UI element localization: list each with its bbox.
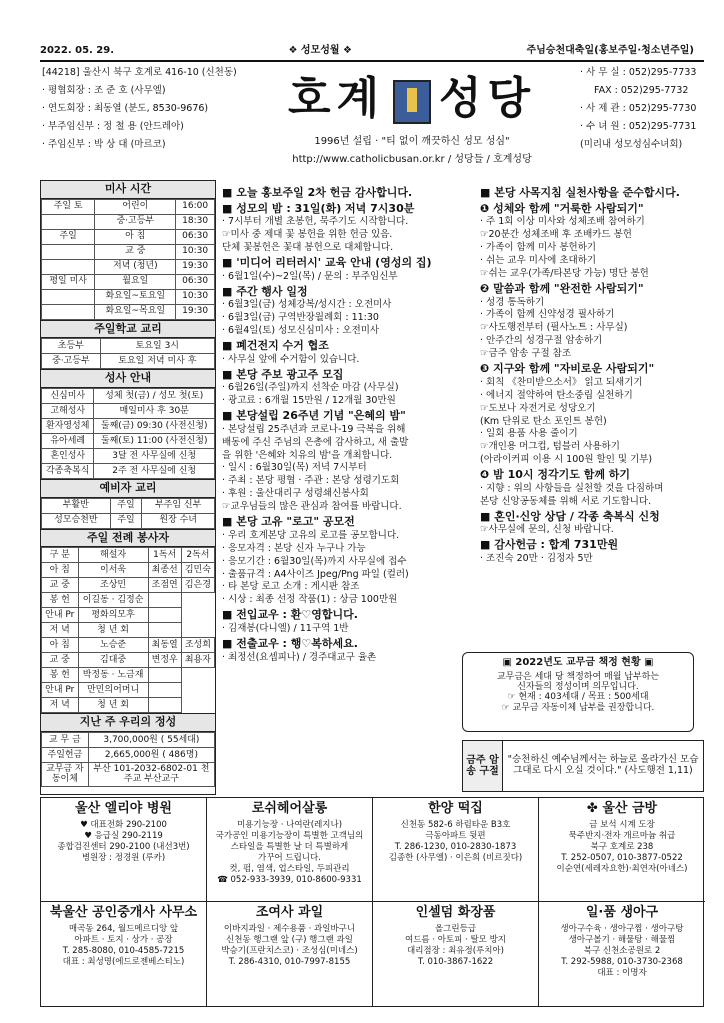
mid-line: 을 위한 '은혜와 치유의 밤'을 개최합니다.	[222, 449, 393, 461]
date: 2022. 05. 29.	[40, 45, 115, 56]
sacrament-cell: 매일미사 후 30분	[94, 403, 215, 418]
mid-line: · 6월1일(수)~2일(목) / 문의 : 부주임신부	[222, 270, 398, 282]
sacrament-cell: 유아세례	[42, 433, 94, 448]
office-phone: · 사 무 실 : 052)295-7733	[580, 67, 697, 78]
mid-heading: ■ 전출교우 : 행♡복하세요.	[222, 636, 358, 650]
sacrament-row	[42, 463, 215, 478]
sacrament-row	[42, 388, 215, 403]
church-title	[262, 74, 562, 125]
mass-cell	[42, 289, 95, 304]
sacrament-cell: 환자영성체	[42, 418, 94, 433]
mid-line: · 본당설립 25주년과 코로나-19 극복을 위해	[222, 423, 406, 435]
sacrament-row	[42, 403, 215, 418]
pastor: · 주임신부 : 박 상 대 (마르코)	[42, 138, 166, 150]
ad-name: 울산 엘리야 병원	[75, 801, 172, 816]
mass-cell: 주일	[42, 229, 95, 244]
mass-cell: 19:30	[176, 304, 215, 319]
mid-line: ☞교우님들의 많은 관심과 참여를 바랍니다.	[222, 501, 402, 513]
mid-line: · 7시부터 개별 초봉헌, 묵주기도 시작합니다.	[222, 216, 409, 228]
school-cell: 초등부	[42, 339, 101, 354]
mid-heading: ■ 본당 고유 "로고" 공모전	[222, 515, 355, 529]
rt-line: · 조진숙 20만 · 김정자 5만	[480, 552, 593, 564]
stats-table	[41, 732, 215, 787]
month-theme: ❖ 성모성월 ❖	[288, 45, 353, 56]
mass-cell: 중·고등부	[95, 214, 176, 229]
server-row	[42, 698, 215, 713]
server-cell: 박정동 · 노금재	[78, 668, 148, 683]
server-cell: 최동열	[148, 638, 181, 653]
fax: FAX : 052)295-7732	[594, 84, 689, 96]
stats-cell: 주일헌금	[42, 747, 89, 762]
mid-heading: ■ 성모의 밤 : 31일(화) 저녁 7시30분	[222, 201, 415, 215]
rt-heading: ■ 혼인·신앙 상담 / 각종 축복식 신청	[480, 509, 660, 523]
catechumen-cell: 주일	[110, 498, 142, 513]
server-row	[42, 623, 215, 638]
server-cell: 조성희	[181, 638, 214, 653]
catechumen-row	[42, 498, 215, 513]
right-column	[480, 184, 704, 644]
server-cell	[148, 623, 181, 638]
ad-name: ✤ 울산 금방	[586, 801, 658, 816]
ad-text: 신천동 행그랜 앞 (구) 행그랜 과일	[226, 934, 353, 945]
server-row	[42, 593, 215, 608]
server-cell	[148, 698, 181, 713]
left-column	[40, 180, 216, 795]
mid-heading: ■ 오늘 홍보주일 2차 헌금 감사합니다.	[222, 186, 413, 199]
ad-text: 대리점장 : 최유정(루치아)	[406, 946, 504, 957]
mid-line: · 타 본당 로고 소개 : 게시판 참조	[222, 581, 360, 593]
server-cell: 2독서	[181, 548, 214, 563]
mass-cell: 저녁 (청년)	[95, 259, 176, 274]
mass-row	[42, 274, 215, 289]
server-cell: 청 년 회	[78, 698, 148, 713]
ad-block	[207, 798, 373, 902]
mid-line: · 주최 : 본당 평협 · 주관 : 본당 성령기도회	[222, 475, 400, 487]
address-block	[42, 68, 242, 158]
mid-heading: ■ 전입교우 : 환♡영합니다.	[222, 608, 358, 622]
rt-heading: ❷ 말씀과 함께 "완전한 사람되기"	[480, 281, 644, 295]
sacrament-cell: 성체 첫(금) / 성모 첫(토)	[94, 388, 215, 403]
church-icon	[393, 80, 431, 124]
mass-cell: 18:30	[176, 214, 215, 229]
ad-text: ♥ 응급실 290-2119	[84, 830, 163, 841]
middle-column	[222, 184, 472, 794]
server-row	[42, 683, 215, 698]
tithe-box	[462, 652, 694, 732]
rt-line: (아라이커피 이용 시 100원 할인 및 기부)	[480, 454, 653, 466]
server-cell: 최용자	[181, 653, 214, 668]
server-cell: 아 침	[42, 638, 79, 653]
school-table	[41, 338, 215, 369]
ad-text: 매곡동 264, 월드메르디앙 앞	[68, 923, 179, 934]
mid-line: · 응모자격 : 본당 신자 누구나 가능	[222, 542, 366, 554]
title-right: 성당	[439, 73, 537, 124]
stats-cell: 교무금 자동이체	[42, 762, 89, 786]
ad-text: 가꾸어 드립니다.	[258, 853, 321, 864]
sacrament-cell: 둘째(금) 09:30 (사전신청)	[94, 418, 215, 433]
server-cell	[148, 668, 181, 683]
mass-cell: 어린이	[95, 199, 176, 214]
rt-line: (Km 단위로 탄소 포인트 봉헌)	[480, 415, 607, 427]
server-cell: 교 중	[42, 578, 79, 593]
title-left: 호계	[287, 73, 385, 124]
catechumen-cell: 성모승천반	[42, 513, 111, 528]
ad-text: ♥ 대표전화 290-2100	[80, 819, 167, 830]
mass-cell: 16:00	[176, 199, 215, 214]
mass-cell: 06:30	[176, 274, 215, 289]
mid-line: 배동에 주신 주님의 은총에 감사하고, 새 출발	[222, 436, 409, 448]
server-cell: 이길동 · 김정순	[78, 593, 148, 608]
ad-block	[539, 902, 705, 1006]
rt-line: ☞도보나 자전거로 성당오기	[480, 402, 596, 414]
mid-line: ☞미사 중 제대 꽃 봉헌을 위한 헌금 있음.	[222, 229, 393, 241]
server-row	[42, 668, 215, 683]
ad-text: 북구 호계로 238	[590, 842, 654, 853]
server-cell: 봉 헌	[42, 668, 79, 683]
server-cell: 조점연	[148, 578, 181, 593]
mass-cell	[42, 214, 95, 229]
servers-table	[41, 547, 215, 713]
website[interactable]: http://www.catholicbusan.or.kr / 성당들 / 호계성당	[292, 154, 532, 165]
ad-text: 이바지과일 · 제수용품 · 과일바구니	[223, 923, 356, 934]
rt-line: · 에너지 절약하여 탄소중립 실천하기	[480, 389, 633, 401]
ad-block	[41, 798, 207, 902]
stats-row	[42, 762, 215, 786]
school-cell: 중·고등부	[42, 354, 101, 369]
tithe-title: ▣ 2022년도 교무금 책정 현황 ▣	[502, 657, 654, 668]
ad-text: 병원장 : 정경원 (루카)	[81, 853, 166, 864]
mid-line: · 일시 : 6월30일(목) 저녁 7시부터	[222, 462, 367, 474]
mass-row	[42, 304, 215, 319]
ad-text: 아파트 · 토지 · 상가 · 공장	[74, 934, 173, 945]
sacrament-cell: 3달 전 사무실에 신청	[94, 448, 215, 463]
stats-cell: 부산 101-2032-6802-01 천주교 부산교구	[88, 762, 214, 786]
ad-text: 묵주반지·전자 개르마늄 취급	[568, 830, 676, 841]
mass-cell: 월요일	[95, 274, 176, 289]
mass-cell: 10:30	[176, 289, 215, 304]
servers-title: 주일 전례 봉사자	[41, 529, 215, 548]
rt-line: · 안주간의 성경구절 암송하기	[480, 335, 603, 347]
server-row	[42, 638, 215, 653]
rt-heading: ❹ 밤 10시 정각기도 함께 하기	[480, 468, 631, 482]
mass-cell: 교 중	[95, 244, 176, 259]
server-cell: 변정우	[148, 653, 181, 668]
ad-text: 극동아파트 뒷편	[425, 830, 486, 841]
ad-text: 대표 : 이명자	[597, 968, 647, 979]
mass-cell: 아 침	[95, 229, 176, 244]
mid-heading: ■ 본당설립 26주년 기념 "은혜의 밤"	[222, 409, 406, 423]
school-cell: 토요일 저녁 미사 후	[100, 354, 214, 369]
school-title: 주일학교 교리	[41, 320, 215, 339]
school-row	[42, 339, 215, 354]
server-cell	[148, 593, 181, 608]
ad-name: 조여사 과일	[255, 905, 324, 920]
school-cell: 토요일 3시	[100, 339, 214, 354]
mid-line: · 광고료 : 6개월 15만원 / 12개월 30만원	[222, 395, 396, 407]
mid-line: · 6월3일(금) 성체강복/성시간 : 오전미사	[222, 299, 392, 311]
mid-line: · 후원 : 울산대리구 성령쇄신봉사회	[222, 488, 369, 500]
header	[40, 60, 704, 178]
rectory-phone: · 사 제 관 : 052)295-7730	[580, 102, 697, 114]
sacrament-cell: 신심미사	[42, 388, 94, 403]
rt-heading: ■ 감사헌금 : 합계 731만원	[480, 538, 619, 552]
convent-name: (미리내 성모성심수녀회)	[580, 138, 683, 150]
ad-block	[539, 798, 705, 902]
tithe-line-1: 교무금은 세대 당 책정하여 매월 납부하는	[496, 671, 660, 682]
ad-text: 여드름 · 아토피 · 탈모 방지	[404, 934, 507, 945]
tithe-note: ☞ 교무금 자동이체 납부를 권장합니다.	[501, 702, 655, 713]
mid-heading: ■ 폐건전지 수거 협조	[222, 339, 329, 353]
server-cell: 만민의어머니	[78, 683, 148, 698]
ad-text: 미용기능장 · 나여란(레지나)	[236, 819, 343, 830]
sacrament-row	[42, 433, 215, 448]
ad-text: 대표 : 최성명(에드로젠베스티노)	[62, 957, 185, 968]
rt-line: · 지향 : 위의 사항들을 실천할 것을 다짐하며	[480, 482, 664, 494]
server-cell: 김대중	[78, 653, 148, 668]
mass-row	[42, 214, 215, 229]
server-cell: 안내 Pr	[42, 608, 79, 623]
server-row	[42, 578, 215, 593]
rt-line: · 일회 용품 사용 줄이기	[480, 428, 578, 440]
mass-row	[42, 259, 215, 274]
sacrament-cell: 혼인성사	[42, 448, 94, 463]
server-row	[42, 548, 215, 563]
server-cell: 노승준	[78, 638, 148, 653]
ad-text: T. 286-4310, 010-7997-8155	[228, 957, 351, 968]
server-cell: 저 녁	[42, 698, 79, 713]
server-cell: 이서욱	[78, 563, 148, 578]
rt-heading: ❶ 성체와 함께 "거룩한 사람되기"	[480, 201, 644, 215]
mid-line: · 김재봉(다니엘) / 11구역 1반	[222, 622, 349, 634]
ad-name: 로쉬헤어살롱	[251, 801, 328, 816]
mass-cell: 화요일~토요일	[95, 289, 176, 304]
sacrament-cell: 둘째(토) 11:00 (사전신청)	[94, 433, 215, 448]
mass-cell: 06:30	[176, 229, 215, 244]
ad-name: 일·품 생아구	[585, 905, 659, 920]
mass-row	[42, 289, 215, 304]
rt-line: 본당 신앙공동체를 위해 서로 기도합니다.	[480, 495, 652, 507]
mid-line: · 최정선(요셉피나) / 경주대교구 율촌	[222, 651, 377, 663]
mid-heading: ■ 본당 주보 광고주 모집	[222, 367, 344, 381]
server-cell: 아 침	[42, 563, 79, 578]
ad-text: 생아구볼기 · 해물탕 · 해물찜	[568, 934, 676, 945]
mid-line: · 우리 호계본당 고유의 로고를 공모합니다.	[222, 529, 400, 541]
mass-cell	[42, 244, 95, 259]
ad-text: T. 285-8080, 010-4585-7215	[62, 946, 185, 957]
stats-row	[42, 747, 215, 762]
server-cell: 저 녁	[42, 623, 79, 638]
ad-text: T. 010-3867-1622	[417, 957, 494, 968]
ad-name: 북울산 공인중개사 사무소	[49, 905, 198, 920]
ad-block	[373, 798, 539, 902]
server-cell: 봉 헌	[42, 593, 79, 608]
server-cell: 청 년 회	[78, 623, 148, 638]
ad-text: ☎ 052-933-3939, 010-8600-9331	[217, 875, 362, 886]
mass-row	[42, 244, 215, 259]
president: · 평협회장 : 조 준 호 (사무엘)	[42, 84, 166, 96]
server-cell	[148, 608, 181, 623]
sacrament-cell: 각종축복식	[42, 463, 94, 478]
ads-area	[40, 797, 704, 1007]
ad-block	[41, 902, 207, 1006]
ad-text: 북구 신천소공원로 2	[583, 946, 661, 957]
stats-cell: 교 무 금	[42, 732, 89, 747]
server-row	[42, 608, 215, 623]
catechumen-table	[41, 498, 215, 529]
server-row	[42, 563, 215, 578]
mass-table	[41, 199, 215, 320]
ad-text: 종합검진센터 290-2100 (내선3번)	[57, 842, 190, 853]
rt-line: ☞쉬는 교우(가족/타본당 가능) 명단 봉헌	[480, 267, 649, 279]
rt-line: ☞20분간 성체조배 후 조배카드 봉헌	[480, 229, 632, 241]
rt-line: · 가족이 함께 미사 봉헌하기	[480, 242, 597, 254]
server-cell: 김은경	[181, 578, 214, 593]
sacrament-table	[41, 388, 215, 479]
sacrament-cell: 2주 전 사무실에 신청	[94, 463, 215, 478]
rt-line: · 회칙 《찬미받으소서》 읽고 되새기기	[480, 376, 643, 388]
tithe-line-2: 신자들의 정성이며 의무입니다.	[517, 681, 639, 692]
rt-line: ☞사도행전부터 (필사노트 : 사무실)	[480, 322, 628, 334]
rt-heading: ■ 본당 사목지침 실천사항을 준수합시다.	[480, 186, 680, 199]
mid-line: · 사무실 앞에 수거함이 있습니다.	[222, 353, 360, 365]
ad-text: 금 보석 시계 도장	[589, 819, 655, 830]
mass-title: 미사 시간	[41, 181, 215, 199]
ad-block	[373, 902, 539, 1006]
top-line	[40, 45, 694, 57]
ad-text: 박승기(프란치스코) · 조성심(미네스)	[221, 946, 358, 957]
server-cell: 조상민	[78, 578, 148, 593]
rt-line: ☞개인용 머그컵, 텀블러 사용하기	[480, 441, 620, 453]
rt-line: ☞사무실에 문의, 신청 바랍니다.	[480, 524, 614, 536]
mid-line: · 출품규격 : A4사이즈 Jpeg/Png 파일 (컬러)	[222, 568, 409, 580]
mass-cell	[42, 259, 95, 274]
catechumen-row	[42, 513, 215, 528]
mid-line: · 6월3일(금) 구역반장월례회 : 11:30	[222, 312, 379, 324]
server-cell: 김민숙	[181, 563, 214, 578]
sacrament-title: 성사 안내	[41, 369, 215, 388]
mass-cell: 화요일~목요일	[95, 304, 176, 319]
sunday-name: 주님승천대축일(홍보주일·청소년주일)	[526, 45, 694, 56]
rt-heading: ❸ 지구와 함께 "자비로운 사람되기"	[480, 362, 655, 376]
ad-text: 생아구수육 · 생아구찜 · 생아구탕	[560, 923, 684, 934]
verse-label: 금주 암송 구절	[463, 741, 503, 791]
server-cell: 1독서	[148, 548, 181, 563]
server-row	[42, 653, 215, 668]
mass-cell: 주일 토	[42, 199, 95, 214]
server-cell: 교 중	[42, 653, 79, 668]
catechumen-title: 예비자 교리	[41, 479, 215, 498]
mass-row	[42, 199, 215, 214]
mid-heading: ■ '미디어 리터러시' 교육 안내 (영성의 집)	[222, 256, 432, 270]
mid-line: · 6월26일(주일)까지 선착순 마감 (사무실)	[222, 382, 399, 394]
mid-line: 단체 꽃봉헌은 꽃대 봉헌으로 대체합니다.	[222, 242, 394, 254]
ad-name: 인셀덤 화장품	[415, 905, 496, 920]
server-cell: 구 분	[42, 548, 79, 563]
stats-cell: 3,700,000원 ( 55세대)	[88, 732, 214, 747]
rt-line: · 성경 통독하기	[480, 296, 545, 308]
mass-cell: 19:30	[176, 259, 215, 274]
ad-text: 김종한 (사무엘) · 이은희 (비르짓다)	[388, 853, 523, 864]
mass-cell	[42, 304, 95, 319]
mass-row	[42, 229, 215, 244]
rt-line: · 가족이 함께 신약성경 필사하기	[480, 309, 615, 321]
mid-line: · 응모기간 : 6월30일(목)까지 사무실에 접수	[222, 555, 407, 567]
ad-text: 스타일을 특별한 날 더 특별하게	[230, 842, 349, 853]
ad-text: 컷, 펌, 염색, 업스타일, 두피관리	[229, 864, 350, 875]
ad-block	[207, 902, 373, 1006]
mass-cell: 평일 미사	[42, 274, 95, 289]
address: [44218] 울산시 북구 호계로 416-10 (신천동)	[42, 67, 237, 78]
verse-text: "승천하신 예수님께서는 하늘로 올라가신 모습 그대로 다시 오실 것이다." (사도행전 1,11)	[507, 754, 699, 776]
sacrament-cell: 고해성사	[42, 403, 94, 418]
stats-title: 지난 주 우리의 정성	[41, 713, 215, 732]
school-row	[42, 354, 215, 369]
mid-line: · 6월4일(토) 성모신심미사 : 오전미사	[222, 325, 380, 337]
rt-line: ☞금주 암송 구절 참조	[480, 348, 571, 360]
server-cell: 평화의모후	[78, 608, 148, 623]
ad-text: T. 252-0507, 010-3877-0522	[561, 853, 683, 864]
ad-text: T. 286-1230, 010-2830-1873	[394, 842, 517, 853]
catechumen-cell: 부활반	[42, 498, 111, 513]
assistant-priest: · 부주임신부 : 정 철 용 (안드레아)	[42, 120, 184, 132]
server-cell: 안내 Pr	[42, 683, 79, 698]
mass-cell: 10:30	[176, 244, 215, 259]
verse-box	[462, 740, 704, 792]
catechumen-cell: 원장 수녀	[142, 513, 215, 528]
ad-text: 올그린등급	[434, 923, 477, 934]
sacrament-row	[42, 448, 215, 463]
rt-line: · 쉬는 교우 미사에 초대하기	[480, 255, 597, 267]
mid-heading: ■ 주간 행사 일정	[222, 284, 308, 298]
convent-phone: · 수 녀 원 : 052)295-7731	[580, 120, 697, 132]
rt-line: · 주 1회 이상 미사와 성체조배 참여하기	[480, 216, 645, 228]
established: 1996년 설립 · "티 없이 깨끗하신 성모 성심"	[314, 136, 510, 147]
contact-block	[580, 68, 710, 158]
ad-text: 국가공인 미용기능장이 특별한 고객님의	[215, 830, 364, 841]
server-cell: 해설자	[78, 548, 148, 563]
sacrament-row	[42, 418, 215, 433]
ad-text: 이순연(세레자요한)·최연자(아네스)	[556, 864, 688, 875]
tithe-current: ☞ 현재 : 403세대 / 목표 : 500세대	[507, 692, 649, 703]
catechumen-cell: 부주임 신부	[142, 498, 215, 513]
mid-line: · 시상 : 최종 선정 작품(1) : 상금 100만원	[222, 594, 398, 606]
ad-text: T. 292-5988, 010-3730-2368	[561, 957, 683, 968]
ad-text: 신천동 582-6 하림타운 B3호	[400, 819, 511, 830]
catechumen-cell: 주일	[110, 513, 142, 528]
stats-cell: 2,665,000원 ( 486명)	[88, 747, 214, 762]
chair: · 연도회장 : 최동열 (분도, 8530-9676)	[42, 102, 209, 114]
stats-row	[42, 732, 215, 747]
server-cell	[148, 683, 181, 698]
server-cell: 최종선	[148, 563, 181, 578]
ad-name: 한양 떡집	[428, 801, 483, 816]
